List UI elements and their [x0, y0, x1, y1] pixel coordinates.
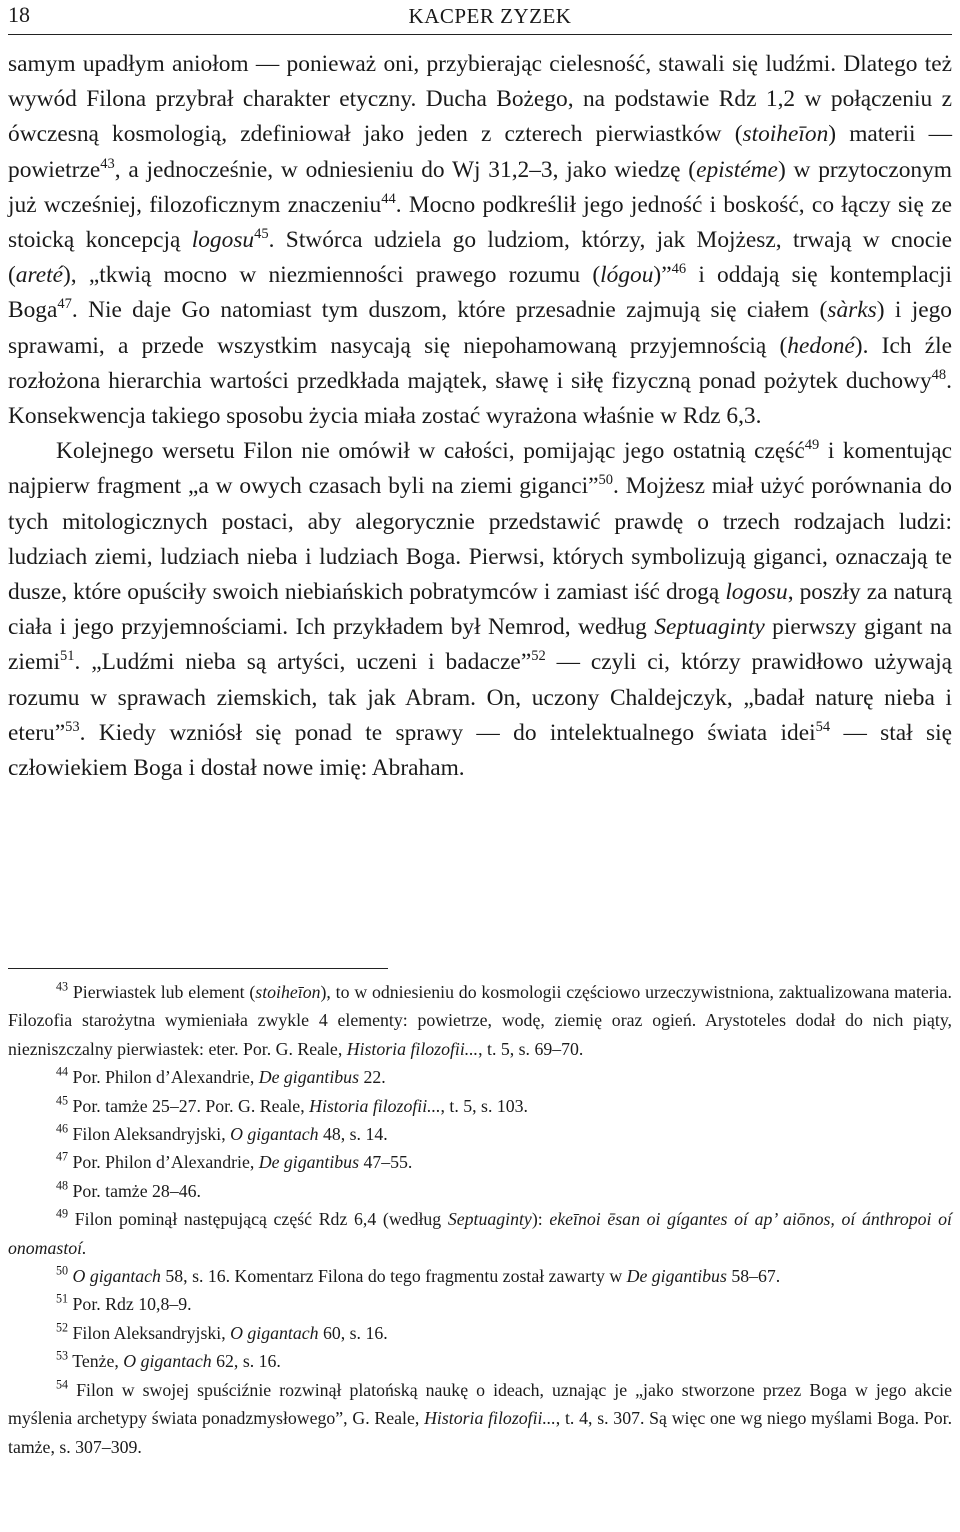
italic-term: epistéme	[696, 156, 778, 183]
text-run: ) w przytoczonym już wcześniej, filozoficznym znaczeniu	[8, 156, 952, 218]
footnotes	[8, 978, 952, 1461]
italic-term: O gigantach	[72, 1266, 161, 1287]
text-run: Filon Aleksandryjski,	[68, 1124, 231, 1145]
footnote-ref: 54	[815, 718, 831, 735]
text-run: ), „tkwią mocno w niezmienności prawego rozumu (	[63, 262, 601, 289]
italic-term: De gigantibus	[626, 1266, 727, 1287]
italic-term: Historia filozofii...	[309, 1095, 441, 1116]
body-paragraph	[8, 47, 952, 434]
footnote	[8, 1347, 952, 1375]
page-number: 18	[8, 2, 30, 27]
footnote-ref: 51	[56, 1291, 69, 1306]
italic-term: areté	[15, 262, 63, 289]
text-run: , t. 4, s. 307. Są więc one wg niego myślami Boga. Por. tamże, s. 307–309.	[8, 1408, 953, 1457]
text-run: pierwszy gigant na ziemi	[8, 614, 952, 676]
footnote-ref: 50	[56, 1263, 69, 1278]
text-run: — czyli ci, którzy prawidłowo używają rozumu w sprawach ziemskich, tak jak Abram. On, uczony Chaldejczyk, „badał naturę nieba i eteru”	[8, 649, 953, 746]
footnote-ref: 44	[56, 1064, 69, 1079]
italic-term: Historia filozofii...	[346, 1038, 479, 1059]
text-run: , poszły za naturą ciała i jego przyjemnościami. Ich przykładem był Nemrod, według	[8, 579, 953, 641]
text-run: 22.	[359, 1067, 386, 1088]
text-run: )”	[653, 262, 672, 289]
footnote-ref: 48	[931, 366, 947, 383]
text-run: , t. 5, s. 103.	[440, 1095, 528, 1116]
italic-term: lógou	[600, 262, 654, 289]
text-run: ), to w odniesieniu do kosmologii częściowo urzeczywistniona, zaktualizowana materia. Filozofia starożytna wymieniała zwykle 4 elementy: powietrze, wodę, ziemię oraz ogień. Arystoteles dodał do nich piąty, niezniszczalny pierwiastek: eter. Por. G. Reale,	[8, 982, 952, 1059]
text-run: Por. Philon d’Alexandrie,	[68, 1152, 259, 1173]
footnote-ref: 46	[56, 1121, 69, 1136]
footnote-ref: 53	[65, 718, 80, 735]
text-run: ). Ich źle rozłożona hierarchia wartości przedkłada majątek, sławę i siłę fizyczną ponad pożytek duchowy	[8, 332, 952, 394]
text-run: . „Ludźmi nieba są artyści, uczeni i badacze”	[74, 649, 532, 676]
footnote-ref: 47	[56, 1149, 69, 1164]
text-run: Por. tamże 25–27. Por. G. Reale,	[68, 1095, 310, 1116]
italic-term: O gigantach	[230, 1322, 319, 1343]
italic-term: stoiheīon	[742, 121, 829, 148]
footnote	[8, 1262, 952, 1290]
italic-term: De gigantibus	[258, 1152, 359, 1173]
text-run: Kolejnego wersetu Filon nie omówił w całości, pomijając jego ostatnią część	[56, 438, 805, 465]
footnote-ref: 43	[100, 155, 115, 172]
italic-term: stoiheīon	[255, 982, 321, 1002]
footnote	[8, 1092, 952, 1120]
footnote-ref: 45	[56, 1093, 69, 1108]
footnote	[8, 1177, 952, 1205]
text-run: i oddają się kontemplacji Boga	[8, 262, 952, 324]
text-run: Tenże,	[68, 1351, 124, 1372]
text-run: . Mojżesz miał użyć porównania do tych mitologicznych postaci, aby alegorycznie przedstawić prawdę o trzech rodzajach ludzi: ludziach ziemi, ludziach nieba i ludziach Boga. Pierwsi, których symbolizują giganci, oznaczają te dusze, które opuściły swoich niebiańskich pobratymców i zamiast iść drogą	[8, 473, 952, 606]
text-run: Filon pominął następującą część Rdz 6,4 (według	[68, 1209, 448, 1230]
text-run: 58–67.	[726, 1266, 781, 1287]
footnote-ref: 52	[56, 1320, 69, 1335]
text-run: 60, s. 16.	[318, 1322, 388, 1343]
footnote	[8, 978, 952, 1063]
italic-term: Septuaginty	[447, 1209, 532, 1230]
footnote-ref: 48	[56, 1178, 69, 1193]
footnote-ref: 45	[254, 226, 269, 243]
footnote-ref: 52	[531, 648, 546, 665]
text-run: 62, s. 16.	[211, 1351, 281, 1372]
text-run: Filon w swojej spuściźnie rozwinął platońską naukę o ideach, uznając je „jako stworzone przez Boga w jego akcie myślenia archetypy świata ponadzmysłowego”, G. Reale,	[8, 1379, 952, 1429]
footnote	[8, 1063, 952, 1091]
footnote-ref: 49	[804, 437, 820, 454]
italic-term: De gigantibus	[258, 1067, 359, 1088]
running-head: KACPER ZYZEK	[408, 4, 572, 28]
text-run: 58, s. 16. Komentarz Filona do tego fragmentu został zawarty w	[160, 1266, 627, 1287]
italic-term: hedoné	[787, 332, 855, 359]
footnote-ref: 53	[56, 1348, 69, 1363]
text-run: ) materii — powietrze	[8, 121, 952, 183]
text-run: . Mocno podkreślił jego jedność i boskość, co łączy się ze stoicką koncepcją	[8, 191, 952, 254]
footnote-ref: 54	[56, 1377, 69, 1392]
text-run: , t. 5, s. 69–70.	[478, 1038, 584, 1059]
text-run: samym upadłym aniołom — ponieważ oni, przybierając cielesność, stawali się ludźmi. Dlatego też wywód Filona przybrał charakter etyczny. Ducha Bożego, na podstawie Rdz 1,2 w połączeniu z ówczesną kosmologią, zdefiniował jako jeden z czterech pierwiastków (	[8, 51, 952, 148]
text-run: . Stwórca udziela go ludziom, którzy, jak Mojżesz, trwają w cnocie (	[8, 227, 952, 289]
footnote	[8, 1148, 952, 1176]
footnote-ref: 46	[671, 261, 687, 278]
footnote-ref: 51	[59, 648, 75, 665]
italic-term: ekeīnoi ēsan oi gígantes oí ap’ aiōnos, oí ánthropoi oí onomastoí.	[8, 1209, 952, 1258]
text-run: Por. Philon d’Alexandrie,	[68, 1067, 259, 1088]
footnote-ref: 50	[598, 472, 613, 489]
footnote-ref: 44	[381, 190, 396, 207]
page-header	[8, 0, 952, 35]
footnote	[8, 1376, 952, 1461]
italic-term: O gigantach	[230, 1124, 319, 1145]
text-run: . Nie daje Go natomiast tym duszom, które przesadnie zajmują się ciałem (	[71, 297, 828, 324]
italic-term: sàrks	[827, 297, 877, 324]
text-run: — stał się człowiekiem Boga i dostał nowe imię: Abraham.	[8, 719, 952, 782]
text-run: 47–55.	[359, 1152, 413, 1173]
text-run: 48, s. 14.	[318, 1124, 388, 1145]
italic-term: logosu	[725, 579, 788, 606]
main-text	[8, 47, 952, 786]
body-paragraph	[8, 434, 952, 786]
footnote	[8, 1120, 952, 1148]
italic-term: Septuaginty	[654, 614, 765, 641]
text-run: ) i jego sprawami, a przede wszystkim nasycają się niepohamowaną przyjemnością (	[8, 297, 952, 359]
text-run: Filon Aleksandryjski,	[68, 1322, 231, 1343]
text-run: Por. Rdz 10,8–9.	[68, 1294, 192, 1315]
text-run: Pierwiastek lub element (	[68, 982, 256, 1002]
text-run: . Konsekwencja takiego sposobu życia miała zostać wyrażona właśnie w Rdz 6,3.	[8, 367, 952, 430]
footnote	[8, 1290, 952, 1318]
footnote-ref: 43	[56, 979, 69, 994]
text-run: ):	[531, 1209, 550, 1230]
footnote	[8, 1205, 952, 1262]
text-run: Por. tamże 28–46.	[68, 1180, 201, 1201]
footnote	[8, 1319, 952, 1347]
text-run: , a jednocześnie, w odniesieniu do Wj 31,2–3, jako wiedzę (	[114, 156, 697, 183]
footnote-separator	[8, 968, 388, 969]
italic-term: Historia filozofii...	[424, 1408, 556, 1429]
footnote-ref: 49	[56, 1206, 69, 1221]
text-run: . Kiedy wzniósł się ponad te sprawy — do intelektualnego świata idei	[79, 719, 816, 746]
italic-term: O gigantach	[123, 1351, 212, 1372]
text-run: i komentując najpierw fragment „a w owych czasach byli na ziemi giganci”	[8, 438, 952, 500]
italic-term: logosu	[191, 227, 255, 254]
footnote-ref: 47	[57, 296, 72, 313]
